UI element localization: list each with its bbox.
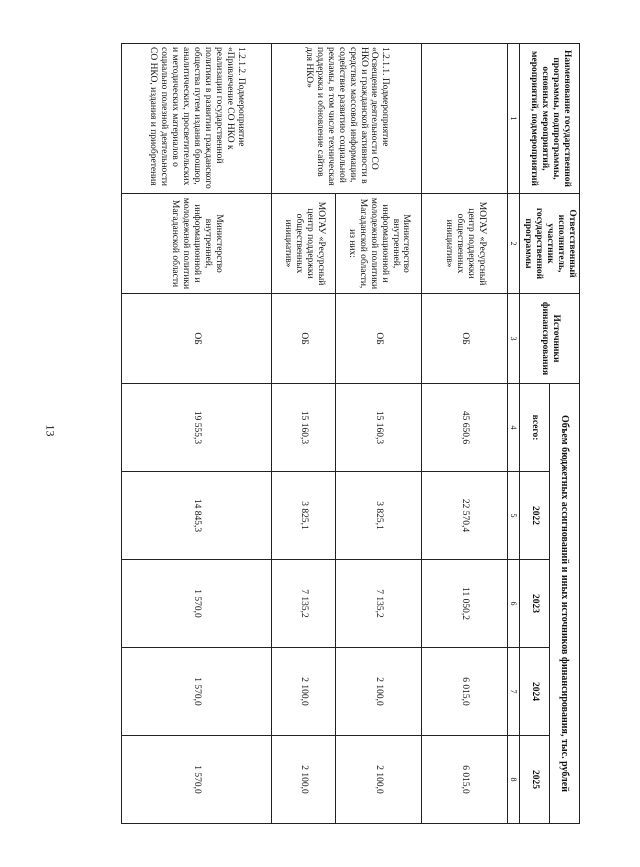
page-number: 13: [43, 424, 58, 437]
column-number: 2: [508, 194, 520, 294]
cell-value: 6 015,0: [422, 648, 508, 736]
column-number: 4: [508, 384, 520, 472]
cell-value: 1 570,0: [122, 648, 272, 736]
cell-value: 22 570,4: [422, 472, 508, 560]
column-number: 1: [508, 44, 520, 194]
cell-value: 1 570,0: [122, 560, 272, 648]
cell-executor: МОГАУ «Ресурсный центр поддержки общественных инициатив»: [422, 194, 508, 294]
cell-value: 2 100,0: [336, 736, 422, 824]
table-row: [422, 44, 508, 824]
cell-source: ОБ: [272, 294, 336, 384]
header-year: 2023: [520, 560, 549, 648]
cell-value: 14 845,3: [122, 472, 272, 560]
funding-table: [121, 43, 580, 824]
cell-executor: Министерство внутренней, информационной и молодежной политики Магаданской области, из них:: [336, 194, 422, 294]
cell-total: 15 160,3: [272, 384, 336, 472]
cell-value: 7 135,2: [336, 560, 422, 648]
cell-value: 1 570,0: [122, 736, 272, 824]
column-number: 6: [508, 560, 520, 648]
header-year: 2025: [520, 736, 549, 824]
cell-source: ОБ: [122, 294, 272, 384]
cell-value: 7 135,2: [272, 560, 336, 648]
rotated-table-wrapper: [60, 43, 580, 823]
table-row: [336, 44, 422, 824]
header-name: Наименование государственной программы, подпрограммы, основных мероприятий, мероприятий, подмероприятий: [520, 44, 580, 194]
header-total: всего:: [520, 384, 549, 472]
cell-value: 6 015,0: [422, 736, 508, 824]
column-number: 5: [508, 472, 520, 560]
cell-total: 15 160,3: [336, 384, 422, 472]
cell-source: ОБ: [336, 294, 422, 384]
cell-value: 2 100,0: [272, 736, 336, 824]
cell-total: 19 555,3: [122, 384, 272, 472]
column-number: 3: [508, 294, 520, 384]
cell-value: 2 100,0: [272, 648, 336, 736]
header-year: 2024: [520, 648, 549, 736]
cell-executor: МОГАУ «Ресурсный центр поддержки общественных инициатив»: [272, 194, 336, 294]
cell-source: ОБ: [422, 294, 508, 384]
cell-executor: Министерство внутренней, информационной и молодежной политики Магаданской области: [122, 194, 272, 294]
cell-name: 1.2.1.2. Подмероприятие «Привлечение СО НКО к реализации государственной политики в развитии гражданского общества путем издания брошюр, аналитических, просветительских и методических материалов о социально полезной деятельности СО НКО, издания и приобретения: [122, 44, 272, 194]
header-funding: Объем бюджетных ассигнований и иных источников финансирования, тыс. рублей: [549, 384, 579, 824]
column-number-row: [508, 44, 520, 824]
header-executor: Ответственный исполнитель, участник государственной программы: [520, 194, 580, 294]
table-row: [122, 44, 272, 824]
cell-name: [422, 44, 508, 194]
header-row-1: [549, 44, 579, 824]
cell-value: 11 050,2: [422, 560, 508, 648]
column-number: 7: [508, 648, 520, 736]
cell-value: 3 825,1: [272, 472, 336, 560]
cell-name: 1.2.1.1. Подмероприятие «Освещение деятельности СО НКО и гражданской активности в средствах массовой информации, содействие развитию социальной рекламы, в том числе техническая поддержка и обновление сайтов для НКО»: [272, 44, 422, 194]
header-year: 2022: [520, 472, 549, 560]
column-number: 8: [508, 736, 520, 824]
cell-value: 3 825,1: [336, 472, 422, 560]
cell-value: 2 100,0: [336, 648, 422, 736]
header-source: Источники финансирования: [520, 294, 580, 384]
cell-total: 45 650,6: [422, 384, 508, 472]
